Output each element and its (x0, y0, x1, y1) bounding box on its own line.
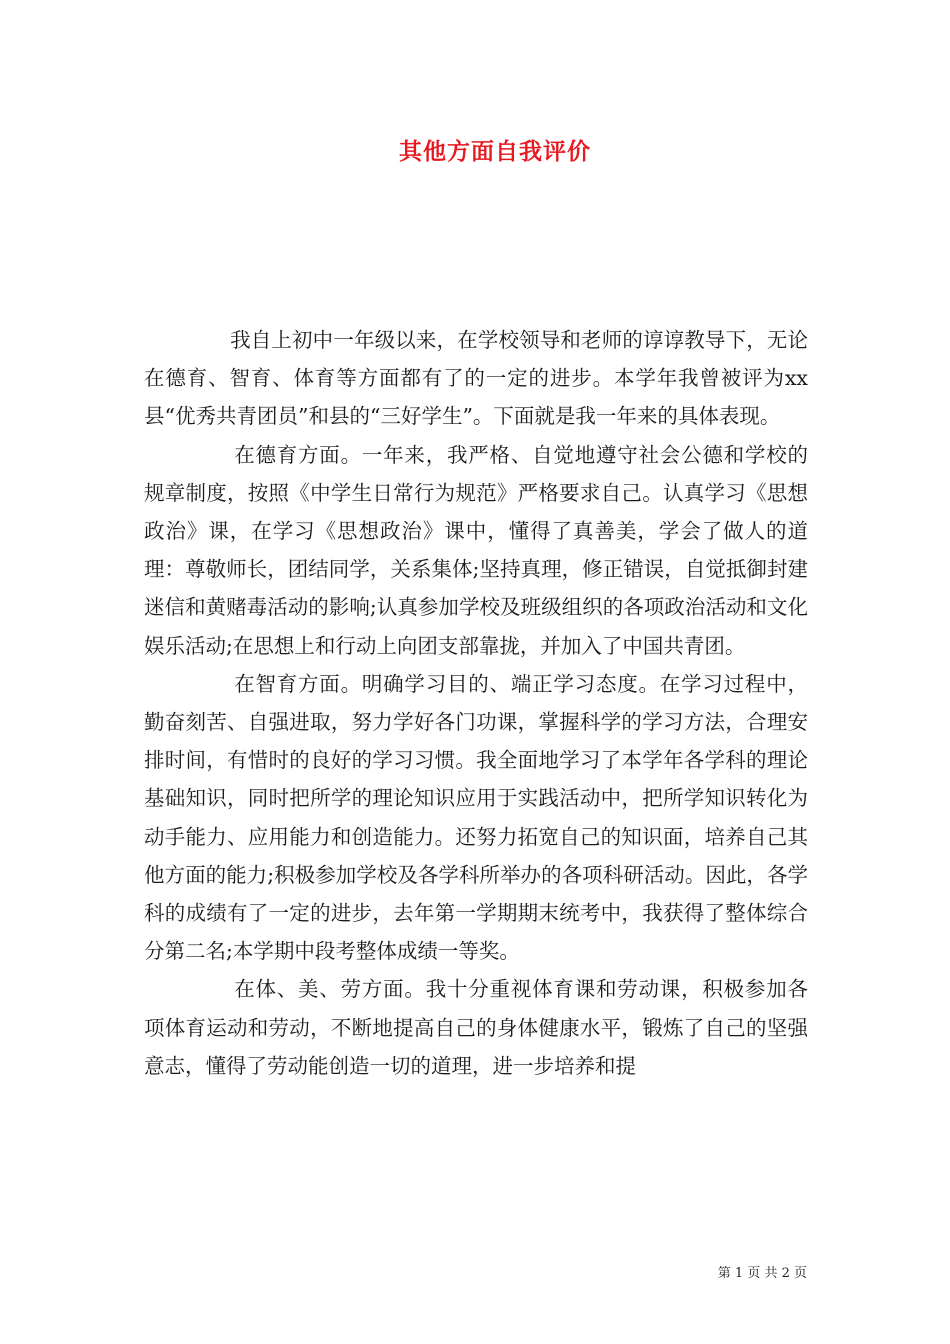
paragraph-moral-education: 在德育方面。一年来，我严格、自觉地遵守社会公德和学校的规章制度，按照《中学生日常行为规范》严格要求自己。认真学习《思想政治》课，在学习《思想政治》课中，懂得了真善美，学会了做人的道理：尊敬师长，团结同学，关系集体;坚持真理，修正错误，自觉抵御封建迷信和黄赌毒活动的影响;认真参加学校及班级组织的各项政治活动和文化娱乐活动;在思想上和行动上向团支部靠拢，并加入了中国共青团。 (144, 442, 808, 658)
page-number-footer: 第 1 页 共 2 页 (717, 1266, 807, 1281)
paragraph-intro: 我自上初中一年级以来，在学校领导和老师的谆谆教导下，无论在德育、智育、体育等方面都有了的一定的进步。本学年我曾被评为xx县“优秀共青团员”和县的“三好学生”。下面就是我一年来的具体表现。 (144, 328, 808, 429)
document-title: 其他方面自我评价 (399, 139, 591, 165)
document-body (144, 321, 808, 1085)
paragraph-intellectual-education: 在智育方面。明确学习目的、端正学习态度。在学习过程中，勤奋刻苦、自强进取，努力学好各门功课，掌握科学的学习方法，合理安排时间，有惜时的良好的学习习惯。我全面地学习了本学年各学科的理论基础知识，同时把所学的理论知识应用于实践活动中，把所学知识转化为动手能力、应用能力和创造能力。还努力拓宽自己的知识面，培养自己其他方面的能力;积极参加学校及各学科所举办的各项科研活动。因此，各学科的成绩有了一定的进步，去年第一学期期末统考中，我获得了整体综合分第二名;本学期中段考整体成绩一等奖。 (144, 671, 808, 964)
paragraph-physical-aesthetic-labor: 在体、美、劳方面。我十分重视体育课和劳动课，积极参加各项体育运动和劳动，不断地提高自己的身体健康水平，锻炼了自己的坚强意志，懂得了劳动能创造一切的道理，进一步培养和提 (144, 977, 808, 1078)
